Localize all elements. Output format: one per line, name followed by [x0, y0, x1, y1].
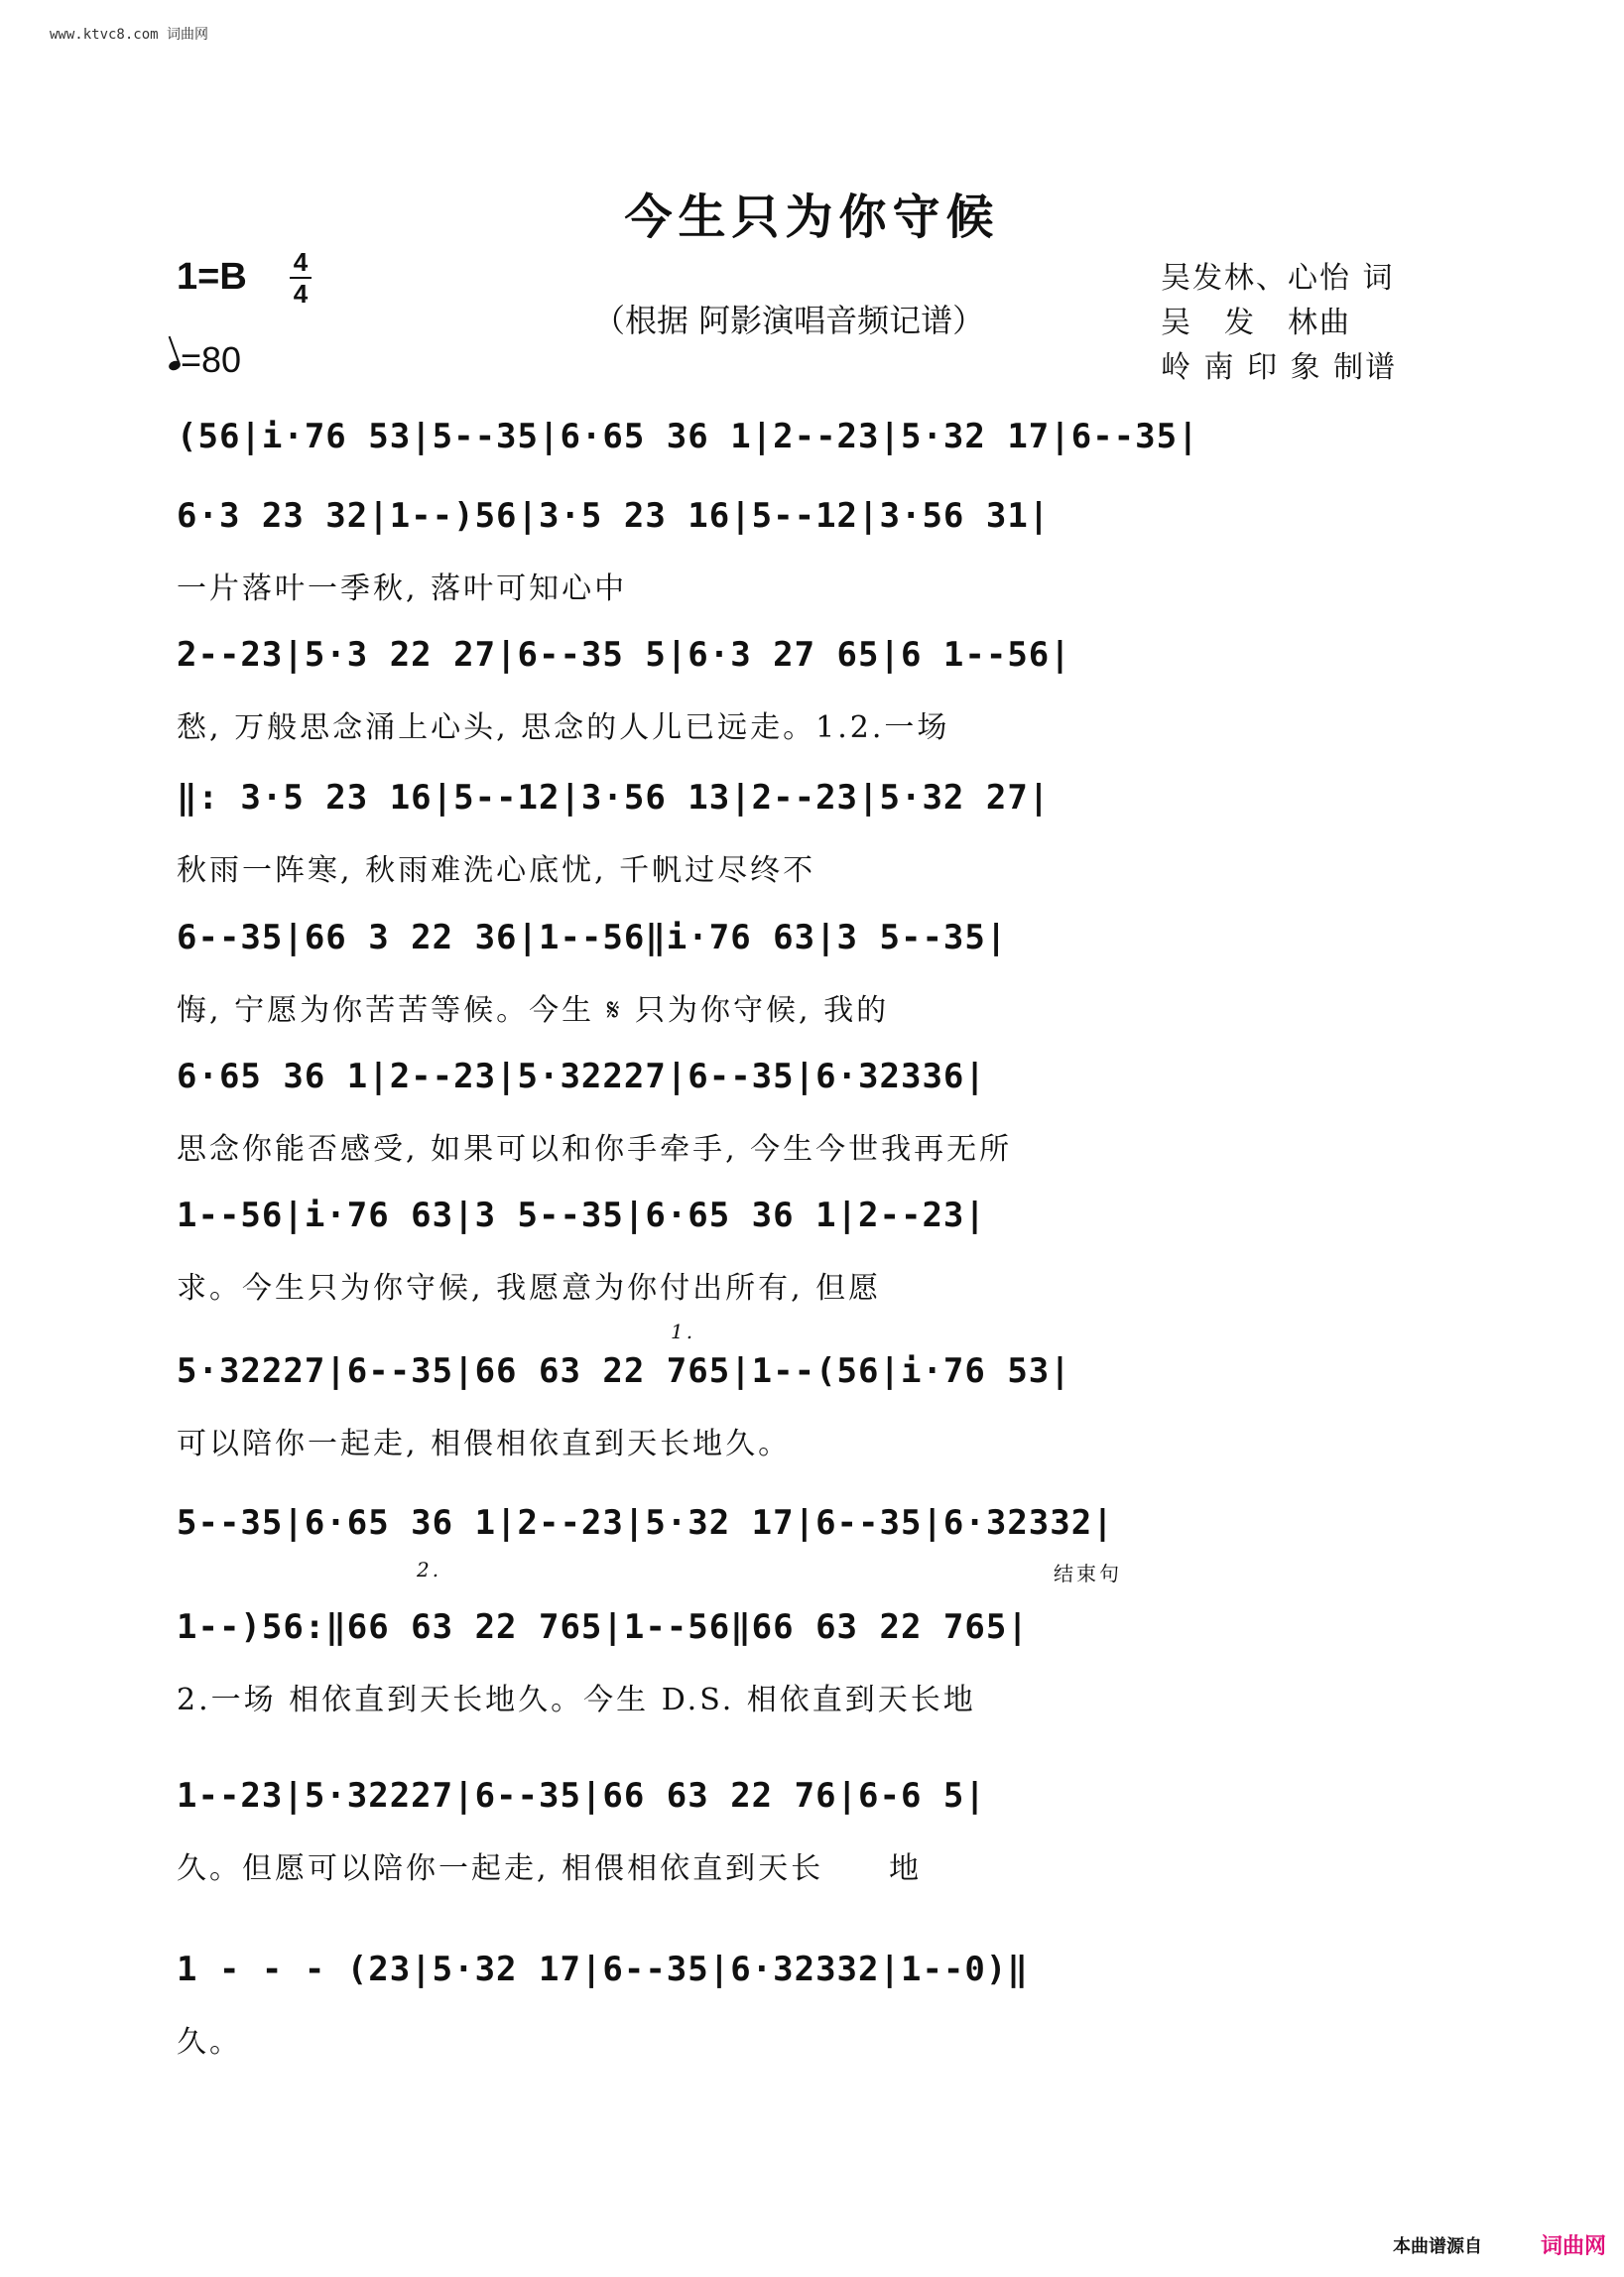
composer-credit: 吴 发 林曲 — [1161, 306, 1351, 340]
score-row-notes: 1--56|i·76 63|3 5--35|6·65 36 1|2--23| — [177, 1196, 986, 1235]
lyricist-credit: 吴发林、心怡 词 — [1161, 261, 1395, 296]
score-row-notes: 2--23|5·3 22 27|6--35 5|6·3 27 65|6 1--56| — [177, 635, 1071, 675]
score-row-notes: 1--23|5·32227|6--35|66 63 22 76|6-6 5| — [177, 1776, 986, 1816]
score-row-notes: 1 - - - (23|5·32 17|6--35|6·32332|1--0)‖ — [177, 1950, 1029, 1989]
score-row-lyric: 愁, 万般思念涌上心头, 思念的人儿已远走。1.2.一场 — [177, 710, 950, 745]
score-row-lyric: 秋雨一阵寒, 秋雨难洗心底忧, 千帆过尽终不 — [177, 853, 816, 888]
score-row-lyric: 求。今生只为你守候, 我愿意为你付出所有, 但愿 — [177, 1271, 882, 1306]
time-signature — [290, 248, 312, 308]
score-row-lyric: 可以陪你一起走, 相偎相依直到天长地久。 — [177, 1427, 792, 1461]
tempo-value: =80 — [181, 339, 242, 380]
volta-2-label: 2. — [417, 1558, 442, 1581]
tempo-marking — [169, 339, 241, 381]
score-row-notes: 5--35|6·65 36 1|2--23|5·32 17|6--35|6·32332| — [177, 1503, 1114, 1543]
key-signature: 1=B — [177, 256, 247, 298]
score-row-notes: (56|i·76 53|5--35|6·65 36 1|2--23|5·32 17|6--35| — [177, 417, 1199, 456]
score-row-lyric: 2.一场 相依直到天长地久。今生 D.S. 相依直到天长地 — [177, 1683, 976, 1717]
footer-source-label: 本曲谱源自 — [1393, 2236, 1482, 2257]
score-row-notes: 5·32227|6--35|66 63 22 765|1--(56|i·76 53| — [177, 1351, 1071, 1391]
score-row-notes: 1--)56:‖66 63 22 765|1--56‖66 63 22 765| — [177, 1607, 1029, 1647]
song-title: 今生只为你守候 — [624, 190, 1000, 245]
score-row-notes: 6--35|66 3 22 36|1--56‖i·76 63|3 5--35| — [177, 918, 1008, 957]
score-row-lyric: 久。但愿可以陪你一起走, 相偎相依直到天长 地 — [177, 1851, 923, 1886]
footer-logo: 词曲网 — [1541, 2234, 1607, 2259]
site-watermark: www.ktvc8.com 词曲网 — [50, 27, 209, 43]
score-row-notes: ‖: 3·5 23 16|5--12|3·56 13|2--23|5·32 27| — [177, 778, 1051, 818]
score-row-notes: 6·3 23 32|1--)56|3·5 23 16|5--12|3·56 31| — [177, 496, 1051, 536]
time-signature-top: 4 — [293, 247, 309, 277]
subtitle: （根据 阿影演唱音频记谱） — [593, 302, 985, 339]
time-signature-bottom: 4 — [293, 279, 309, 309]
ending-label: 结束句 — [1054, 1562, 1122, 1585]
score-row-lyric: 悔, 宁愿为你苦苦等候。今生 𝄋 只为你守候, 我的 — [177, 993, 890, 1028]
volta-1-label: 1. — [671, 1320, 696, 1343]
score-row-lyric: 久。 — [177, 2025, 242, 2060]
score-row-lyric: 一片落叶一季秋, 落叶可知心中 — [177, 571, 628, 606]
score-row-lyric: 思念你能否感受, 如果可以和你手牵手, 今生今世我再无所 — [177, 1132, 1013, 1167]
score-row-notes: 6·65 36 1|2--23|5·32227|6--35|6·32336| — [177, 1057, 986, 1096]
transcriber-credit: 岭 南 印 象 制谱 — [1161, 350, 1398, 385]
